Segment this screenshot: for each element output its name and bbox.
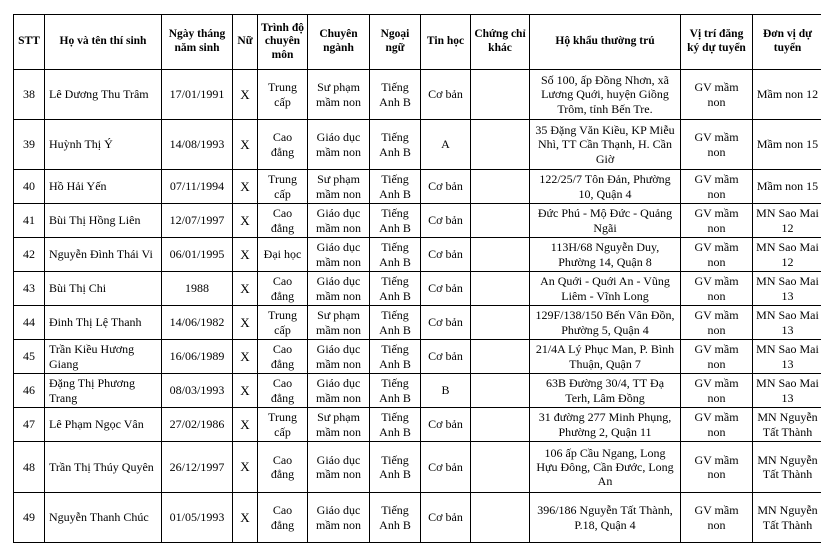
cell-unit: MN Sao Mai 12 xyxy=(753,238,821,272)
cell-it: Cơ bản xyxy=(421,272,471,306)
header-it: Tin học xyxy=(421,15,471,70)
cell-it: Cơ bản xyxy=(421,70,471,120)
table-row xyxy=(14,340,821,374)
cell-residence: 21/4A Lý Phục Man, P. Bình Thuận, Quận 7 xyxy=(530,340,681,374)
header-name: Họ và tên thí sinh xyxy=(45,15,162,70)
cell-dob: 26/12/1997 xyxy=(162,442,233,493)
cell-it: Cơ bản xyxy=(421,408,471,442)
cell-foreign-language: Tiếng Anh B xyxy=(370,408,421,442)
cell-position: GV mầm non xyxy=(681,170,753,204)
header-unit: Đơn vị dự tuyển xyxy=(753,15,821,70)
cell-level: Trung cấp xyxy=(258,70,308,120)
cell-dob: 14/08/1993 xyxy=(162,120,233,170)
cell-level: Trung cấp xyxy=(258,170,308,204)
cell-residence: 129F/138/150 Bến Vân Đồn, Phường 5, Quận 4 xyxy=(530,306,681,340)
cell-stt: 40 xyxy=(14,170,45,204)
header-row xyxy=(14,15,821,70)
cell-major: Sư phạm mầm non xyxy=(308,408,370,442)
cell-other-cert xyxy=(471,170,530,204)
cell-other-cert xyxy=(471,204,530,238)
table-row xyxy=(14,204,821,238)
cell-unit: MN Sao Mai 13 xyxy=(753,374,821,408)
cell-other-cert xyxy=(471,272,530,306)
cell-other-cert xyxy=(471,374,530,408)
cell-position: GV mầm non xyxy=(681,408,753,442)
cell-name: Trần Thị Thúy Quyên xyxy=(45,442,162,493)
cell-foreign-language: Tiếng Anh B xyxy=(370,306,421,340)
cell-position: GV mầm non xyxy=(681,70,753,120)
cell-major: Giáo dục mầm non xyxy=(308,238,370,272)
cell-residence: 122/25/7 Tôn Đản, Phường 10, Quận 4 xyxy=(530,170,681,204)
cell-other-cert xyxy=(471,493,530,543)
cell-foreign-language: Tiếng Anh B xyxy=(370,120,421,170)
cell-it: Cơ bản xyxy=(421,306,471,340)
cell-dob: 27/02/1986 xyxy=(162,408,233,442)
cell-stt: 44 xyxy=(14,306,45,340)
cell-other-cert xyxy=(471,238,530,272)
header-foreign-language: Ngoại ngữ xyxy=(370,15,421,70)
cell-dob: 14/06/1982 xyxy=(162,306,233,340)
cell-unit: MN Nguyễn Tất Thành xyxy=(753,493,821,543)
cell-level: Cao đẳng xyxy=(258,374,308,408)
cell-female: X xyxy=(233,120,258,170)
cell-stt: 45 xyxy=(14,340,45,374)
cell-major: Giáo dục mầm non xyxy=(308,374,370,408)
cell-it: B xyxy=(421,374,471,408)
cell-it: Cơ bản xyxy=(421,493,471,543)
cell-dob: 07/11/1994 xyxy=(162,170,233,204)
cell-it: A xyxy=(421,120,471,170)
cell-position: GV mầm non xyxy=(681,272,753,306)
cell-unit: MN Sao Mai 13 xyxy=(753,272,821,306)
table-row xyxy=(14,120,821,170)
header-residence: Hộ khẩu thường trú xyxy=(530,15,681,70)
cell-major: Giáo dục mầm non xyxy=(308,204,370,238)
cell-dob: 06/01/1995 xyxy=(162,238,233,272)
table-row xyxy=(14,442,821,493)
cell-dob: 16/06/1989 xyxy=(162,340,233,374)
cell-residence: 396/186 Nguyễn Tất Thành, P.18, Quận 4 xyxy=(530,493,681,543)
cell-residence: Đức Phú - Mộ Đức - Quảng Ngãi xyxy=(530,204,681,238)
cell-it: Cơ bản xyxy=(421,170,471,204)
cell-major: Giáo dục mầm non xyxy=(308,493,370,543)
cell-position: GV mầm non xyxy=(681,493,753,543)
cell-female: X xyxy=(233,170,258,204)
cell-name: Nguyễn Đình Thái Vi xyxy=(45,238,162,272)
table-row xyxy=(14,408,821,442)
cell-foreign-language: Tiếng Anh B xyxy=(370,442,421,493)
cell-foreign-language: Tiếng Anh B xyxy=(370,340,421,374)
cell-position: GV mầm non xyxy=(681,238,753,272)
cell-foreign-language: Tiếng Anh B xyxy=(370,170,421,204)
cell-female: X xyxy=(233,306,258,340)
cell-major: Sư phạm mầm non xyxy=(308,306,370,340)
cell-residence: Số 100, ấp Đồng Nhơn, xã Lương Quới, huyện Giồng Trôm, tỉnh Bến Tre. xyxy=(530,70,681,120)
cell-residence: 106 ấp Cầu Ngang, Long Hựu Đông, Cần Đước, Long An xyxy=(530,442,681,493)
cell-foreign-language: Tiếng Anh B xyxy=(370,374,421,408)
cell-residence: An Quới - Quới An - Vũng Liêm - Vĩnh Long xyxy=(530,272,681,306)
cell-name: Bùi Thị Chi xyxy=(45,272,162,306)
cell-unit: MN Nguyễn Tất Thành xyxy=(753,442,821,493)
candidate-table xyxy=(13,14,821,543)
table-row xyxy=(14,493,821,543)
header-level: Trình độ chuyên môn xyxy=(258,15,308,70)
cell-position: GV mầm non xyxy=(681,374,753,408)
header-major: Chuyên ngành xyxy=(308,15,370,70)
table-row xyxy=(14,272,821,306)
header-female: Nữ xyxy=(233,15,258,70)
cell-name: Đặng Thị Phương Trang xyxy=(45,374,162,408)
cell-level: Cao đẳng xyxy=(258,493,308,543)
cell-name: Hồ Hải Yến xyxy=(45,170,162,204)
cell-level: Cao đẳng xyxy=(258,340,308,374)
cell-female: X xyxy=(233,442,258,493)
cell-stt: 41 xyxy=(14,204,45,238)
header-other-cert: Chứng chỉ khác xyxy=(471,15,530,70)
cell-female: X xyxy=(233,408,258,442)
cell-position: GV mầm non xyxy=(681,204,753,238)
cell-foreign-language: Tiếng Anh B xyxy=(370,70,421,120)
cell-major: Sư phạm mầm non xyxy=(308,70,370,120)
cell-level: Trung cấp xyxy=(258,408,308,442)
table-row xyxy=(14,170,821,204)
header-dob: Ngày tháng năm sinh xyxy=(162,15,233,70)
cell-major: Giáo dục mầm non xyxy=(308,120,370,170)
cell-it: Cơ bản xyxy=(421,442,471,493)
cell-other-cert xyxy=(471,442,530,493)
cell-name: Lê Phạm Ngọc Vân xyxy=(45,408,162,442)
cell-it: Cơ bản xyxy=(421,238,471,272)
cell-residence: 113H/68 Nguyễn Duy, Phường 14, Quận 8 xyxy=(530,238,681,272)
cell-residence: 63B Đường 30/4, TT Đạ Terh, Lâm Đồng xyxy=(530,374,681,408)
cell-major: Giáo dục mầm non xyxy=(308,442,370,493)
cell-stt: 47 xyxy=(14,408,45,442)
cell-unit: Mầm non 12 xyxy=(753,70,821,120)
cell-major: Sư phạm mầm non xyxy=(308,170,370,204)
cell-female: X xyxy=(233,272,258,306)
cell-level: Cao đẳng xyxy=(258,204,308,238)
cell-other-cert xyxy=(471,340,530,374)
cell-stt: 43 xyxy=(14,272,45,306)
cell-unit: MN Sao Mai 13 xyxy=(753,340,821,374)
cell-name: Lê Dương Thu Trâm xyxy=(45,70,162,120)
cell-residence: 35 Đặng Văn Kiều, KP Miễu Nhì, TT Cần Thạnh, H. Cần Giờ xyxy=(530,120,681,170)
table-row xyxy=(14,306,821,340)
cell-name: Nguyễn Thanh Chúc xyxy=(45,493,162,543)
header-stt: STT xyxy=(14,15,45,70)
cell-foreign-language: Tiếng Anh B xyxy=(370,493,421,543)
cell-foreign-language: Tiếng Anh B xyxy=(370,204,421,238)
cell-unit: Mầm non 15 xyxy=(753,170,821,204)
cell-position: GV mầm non xyxy=(681,442,753,493)
cell-position: GV mầm non xyxy=(681,306,753,340)
cell-residence: 31 đường 277 Minh Phụng, Phường 2, Quận 11 xyxy=(530,408,681,442)
cell-foreign-language: Tiếng Anh B xyxy=(370,272,421,306)
cell-level: Cao đẳng xyxy=(258,442,308,493)
cell-female: X xyxy=(233,493,258,543)
cell-dob: 12/07/1997 xyxy=(162,204,233,238)
cell-dob: 17/01/1991 xyxy=(162,70,233,120)
cell-name: Huỳnh Thị Ý xyxy=(45,120,162,170)
cell-stt: 49 xyxy=(14,493,45,543)
cell-unit: MN Nguyễn Tất Thành xyxy=(753,408,821,442)
table-row xyxy=(14,238,821,272)
table-row xyxy=(14,70,821,120)
cell-other-cert xyxy=(471,120,530,170)
cell-dob: 01/05/1993 xyxy=(162,493,233,543)
cell-female: X xyxy=(233,204,258,238)
header-position: Vị trí đăng ký dự tuyển xyxy=(681,15,753,70)
cell-name: Trần Kiều Hương Giang xyxy=(45,340,162,374)
cell-name: Bùi Thị Hồng Liên xyxy=(45,204,162,238)
cell-it: Cơ bản xyxy=(421,340,471,374)
cell-unit: MN Sao Mai 13 xyxy=(753,306,821,340)
cell-unit: MN Sao Mai 12 xyxy=(753,204,821,238)
cell-dob: 08/03/1993 xyxy=(162,374,233,408)
cell-major: Giáo dục mầm non xyxy=(308,340,370,374)
cell-major: Giáo dục mầm non xyxy=(308,272,370,306)
cell-dob: 1988 xyxy=(162,272,233,306)
cell-female: X xyxy=(233,70,258,120)
cell-stt: 39 xyxy=(14,120,45,170)
cell-stt: 42 xyxy=(14,238,45,272)
cell-name: Đinh Thị Lệ Thanh xyxy=(45,306,162,340)
cell-female: X xyxy=(233,340,258,374)
cell-female: X xyxy=(233,374,258,408)
cell-stt: 48 xyxy=(14,442,45,493)
cell-it: Cơ bản xyxy=(421,204,471,238)
cell-other-cert xyxy=(471,306,530,340)
cell-level: Cao đẳng xyxy=(258,120,308,170)
cell-unit: Mầm non 15 xyxy=(753,120,821,170)
cell-level: Cao đẳng xyxy=(258,272,308,306)
cell-stt: 38 xyxy=(14,70,45,120)
cell-level: Trung cấp xyxy=(258,306,308,340)
cell-other-cert xyxy=(471,408,530,442)
cell-female: X xyxy=(233,238,258,272)
cell-stt: 46 xyxy=(14,374,45,408)
cell-position: GV mầm non xyxy=(681,120,753,170)
cell-foreign-language: Tiếng Anh B xyxy=(370,238,421,272)
cell-other-cert xyxy=(471,70,530,120)
table-row xyxy=(14,374,821,408)
cell-position: GV mầm non xyxy=(681,340,753,374)
cell-level: Đại học xyxy=(258,238,308,272)
